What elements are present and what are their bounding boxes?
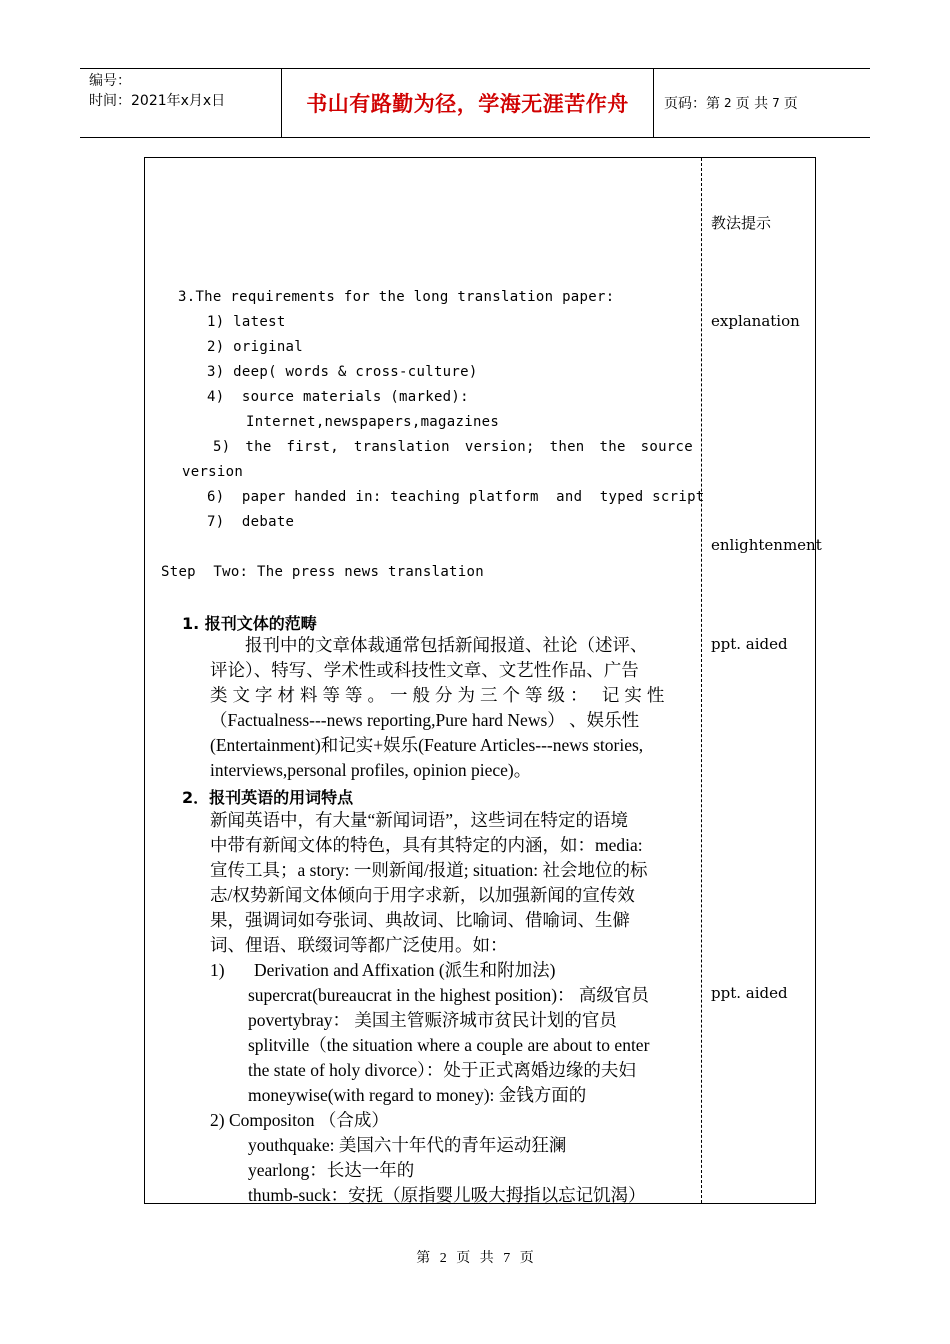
header-page-indicator: [654, 69, 870, 137]
subsection-2-list: [248, 1133, 693, 1208]
section-1-title: 1. 报刊文体的范畴: [182, 614, 317, 633]
requirement-item: 6) paper handed in: teaching platform and typed script: [207, 489, 705, 505]
side-note-ppt-aided-2: ppt. aided: [711, 984, 788, 1002]
header-motto: 书山有路勤为径，学海无涯苦作舟: [282, 69, 654, 137]
section-2-line: 中带有新闻文体的特色，具有其特定的内涵，如：media:: [210, 835, 643, 855]
term-item: moneywise(with regard to money): 金钱方面的: [248, 1085, 587, 1105]
requirement-item: 3) deep( words & cross-culture): [207, 364, 478, 380]
section-1-line: 类文字材料等等。一般分为三个等级： 记实性: [210, 685, 670, 705]
requirement-item: 5) the first, translation version; then the source: [213, 439, 693, 455]
term-item: povertybray： 美国主管赈济城市贫民计划的官员: [248, 1010, 617, 1030]
page-number: 2: [724, 96, 732, 110]
side-note-explanation: explanation: [711, 312, 800, 330]
section-2-line: 词、俚语、联缀词等都广泛使用。如：: [210, 935, 508, 955]
requirement-item: Internet,newspapers,magazines: [246, 414, 500, 430]
time-label: 时间：2021年x月x日: [89, 93, 226, 109]
page-suffix: 页: [783, 96, 798, 112]
requirement-item: 1) latest: [207, 314, 286, 330]
requirement-item: version: [182, 464, 244, 480]
requirement-item: 2) original: [207, 339, 304, 355]
requirement-item: 4) source materials (marked):: [207, 389, 469, 405]
side-note-teaching-tips: 教法提示: [711, 214, 772, 232]
requirements-title: 3.The requirements for the long translation paper:: [178, 289, 615, 305]
section-1-line: 报刊中的文章体裁通常包括新闻报道、社论（述评、: [210, 635, 648, 655]
page-prefix: 页码：第: [664, 96, 720, 112]
column-divider: [701, 158, 702, 1203]
header-meta: [80, 69, 282, 137]
page-footer: 第 2 页 共 7 页: [416, 1251, 534, 1266]
subsection-1-number: 1): [210, 960, 225, 980]
side-note-ppt-aided: ppt. aided: [711, 635, 788, 653]
section-1-line: （Factualness---news reporting,Pure hard News） 、娱乐性: [210, 710, 640, 730]
section-2-line: 果，强调词如夸张词、典故词、比喻词、借喻词、生僻: [210, 910, 630, 930]
term-item: splitville（the situation where a couple are about to enter: [248, 1035, 650, 1055]
step-two-heading: Step Two: The press news translation: [161, 564, 484, 580]
requirement-item: 7) debate: [207, 514, 295, 530]
subsection-1-list: [248, 983, 693, 1108]
section-1-line: interviews,personal profiles, opinion piece)。: [210, 760, 532, 780]
id-label: 编号：: [89, 73, 131, 89]
term-item: supercrat(bureaucrat in the highest position)： 高级官员: [248, 985, 649, 1005]
section-2-line: 志/权势新闻文体倾向于用字求新，以加强新闻的宣传效: [210, 885, 635, 905]
page-header: [80, 68, 870, 138]
subsection-2-title: 2) Compositon （合成）: [210, 1110, 389, 1130]
section-1-body: [210, 633, 692, 783]
section-1-line: (Entertainment)和记实+娱乐(Feature Articles---news stories,: [210, 735, 644, 755]
subsection-1-title: Derivation and Affixation (派生和附加法): [254, 960, 556, 980]
section-2-line: 宣传工具；a story: 一则新闻/报道; situation: 社会地位的标: [210, 860, 648, 880]
term-item: the state of holy divorce）：处于正式离婚边缘的夫妇: [248, 1060, 636, 1080]
section-2-body: [210, 808, 692, 958]
term-item: youthquake: 美国六十年代的青年运动狂澜: [248, 1135, 567, 1155]
side-note-enlightenment: enlightenment: [711, 536, 822, 554]
term-item: yearlong：长达一年的: [248, 1160, 415, 1180]
term-item: thumb-suck：安抚（原指婴儿吸大拇指以忘记饥渴）: [248, 1185, 646, 1205]
page-mid: 页 共: [735, 96, 769, 112]
section-1-line: 评论）、特写、学术性或科技性文章、文艺性作品、广告: [210, 660, 639, 680]
page-total: 7: [772, 96, 780, 110]
section-2-title: 2．报刊英语的用词特点: [182, 788, 354, 807]
section-2-line: 新闻英语中，有大量“新闻词语”，这些词在特定的语境: [210, 810, 629, 830]
